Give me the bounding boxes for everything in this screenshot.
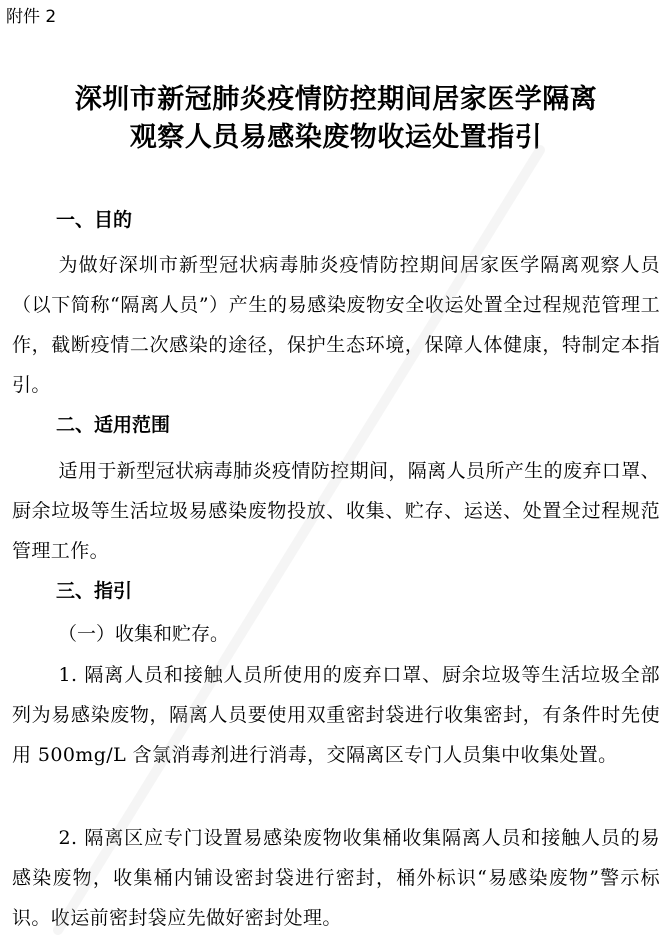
section-heading-guide: 三、指引 bbox=[56, 580, 133, 602]
document-title-line-1: 深圳市新冠肺炎疫情防控期间居家医学隔离 bbox=[74, 84, 598, 115]
document-title-line-2: 观察人员易感染废物收运处置指引 bbox=[129, 122, 543, 153]
section-text-purpose: 为做好深圳市新型冠状病毒肺炎疫情防控期间居家医学隔离观察人员（以下简称“隔离人员”）产生的易感染废物安全收运处置全过程规范管理工作，截断疫情二次感染的途径，保护生态环境，保障人体健康，特制定本指引。 bbox=[12, 254, 660, 396]
guide-item-1: 1. 隔离人员和接触人员所使用的废弃口罩、厨余垃圾等生活垃圾全部列为易感染废物，隔离人员要使用双重密封袋进行收集密封，有条件时先使用 500mg/L 含氯消毒剂进行消毒，交隔离区专门人员集中收集处置。 bbox=[12, 664, 660, 766]
section-heading-scope: 二、适用范围 bbox=[56, 414, 171, 436]
subsection-heading-collection: （一）收集和贮存。 bbox=[58, 623, 230, 645]
section-heading-purpose: 一、目的 bbox=[56, 209, 133, 231]
section-text-scope: 适用于新型冠状病毒肺炎疫情防控期间，隔离人员所产生的废弃口罩、厨余垃圾等生活垃圾易感染废物投放、收集、贮存、运送、处置全过程规范管理工作。 bbox=[12, 460, 660, 562]
guide-item-2: 2. 隔离区应专门设置易感染废物收集桶收集隔离人员和接触人员的易感染废物，收集桶内铺设密封袋进行密封，桶外标识“易感染废物”警示标识。收运前密封袋应先做好密封处理。 bbox=[12, 827, 660, 929]
attachment-label: 附件 2 bbox=[6, 7, 57, 27]
